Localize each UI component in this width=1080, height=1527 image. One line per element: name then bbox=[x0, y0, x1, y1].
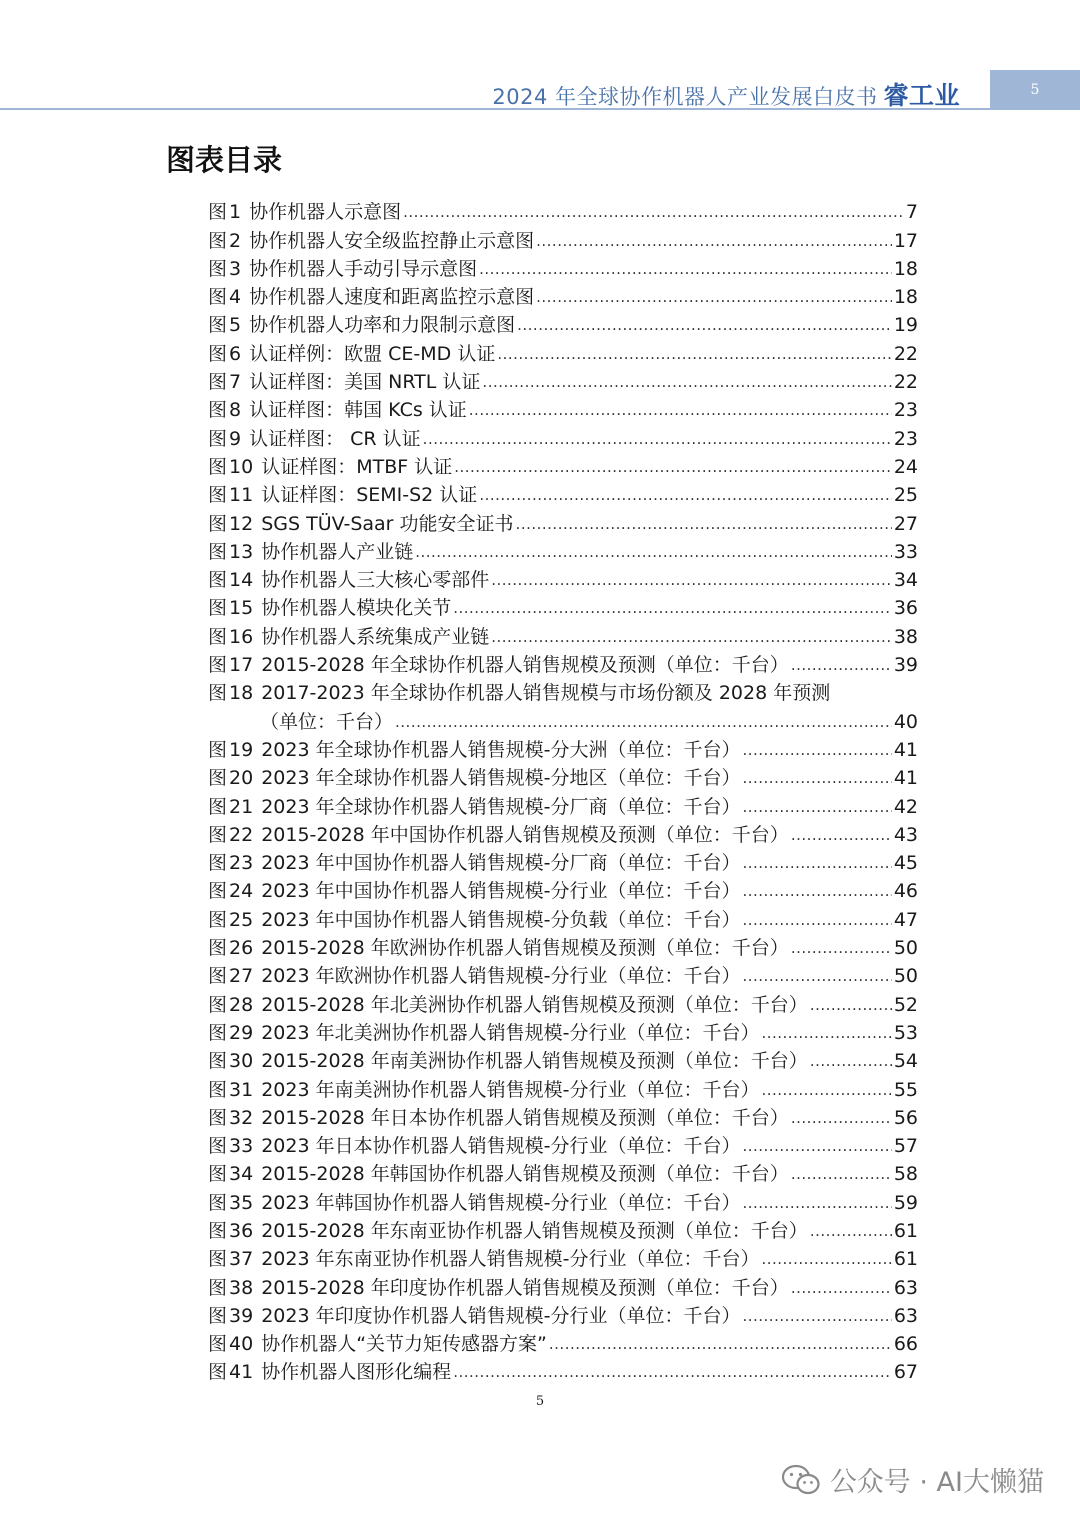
toc-entry-label: 图 bbox=[208, 1135, 228, 1158]
toc-entry[interactable] bbox=[208, 396, 918, 424]
toc-entry-text: 2023 年印度协作机器人销售规模-分行业（单位：千台） bbox=[261, 1304, 741, 1327]
toc-entry-label: 图 bbox=[208, 625, 228, 648]
toc-leader-dots bbox=[742, 849, 891, 877]
toc-entry-number: 15 bbox=[229, 597, 254, 620]
toc-entry-text: 协作机器人系统集成产业链 bbox=[261, 625, 490, 648]
toc-entry-label: 图 bbox=[208, 1361, 228, 1384]
toc-leader-dots bbox=[761, 1076, 891, 1104]
toc-list bbox=[208, 198, 918, 1386]
toc-entry-label: 图 bbox=[208, 257, 228, 280]
toc-entry-text: SGS TÜV-Saar 功能安全证书 bbox=[261, 512, 514, 535]
toc-entry-label: 图 bbox=[208, 201, 228, 224]
toc-entry-number: 5 bbox=[229, 314, 242, 337]
toc-entry-page: 24 bbox=[893, 455, 918, 478]
toc-leader-dots bbox=[742, 962, 891, 990]
toc-entry-text: 认证样图：美国 NRTL 认证 bbox=[249, 371, 481, 394]
toc-entry-page: 47 bbox=[893, 908, 918, 931]
toc-entry[interactable] bbox=[208, 1047, 918, 1075]
toc-entry-label: 图 bbox=[208, 1021, 228, 1044]
toc-entry-number: 29 bbox=[229, 1021, 254, 1044]
toc-entry-label: 图 bbox=[208, 993, 228, 1016]
toc-entry-page: 18 bbox=[893, 286, 918, 309]
toc-entry[interactable] bbox=[208, 368, 918, 396]
toc-entry-text: 2015-2028 年南美洲协作机器人销售规模及预测（单位：千台） bbox=[261, 1050, 808, 1073]
toc-leader-dots bbox=[791, 651, 892, 679]
toc-entry-label: 图 bbox=[208, 569, 228, 592]
toc-entry-page: 59 bbox=[893, 1191, 918, 1214]
toc-entry-page: 61 bbox=[893, 1248, 918, 1271]
toc-entry-page: 54 bbox=[893, 1050, 918, 1073]
toc-entry-page: 22 bbox=[893, 371, 918, 394]
toc-entry-text: 认证样图： CR 认证 bbox=[249, 427, 421, 450]
toc-entry-number: 39 bbox=[229, 1304, 254, 1327]
toc-entry[interactable] bbox=[208, 905, 918, 933]
toc-entry-page: 41 bbox=[893, 767, 918, 790]
toc-entry-text: 2015-2028 年北美洲协作机器人销售规模及预测（单位：千台） bbox=[261, 993, 808, 1016]
toc-leader-dots bbox=[791, 821, 892, 849]
toc-entry-page: 33 bbox=[893, 540, 918, 563]
toc-entry-page: 40 bbox=[893, 710, 918, 733]
toc-entry-number: 22 bbox=[229, 823, 254, 846]
toc-entry-number: 30 bbox=[229, 1050, 254, 1073]
toc-entry[interactable] bbox=[208, 339, 918, 367]
toc-entry[interactable] bbox=[208, 707, 918, 735]
toc-entry[interactable] bbox=[208, 1019, 918, 1047]
toc-entry-page: 50 bbox=[893, 965, 918, 988]
toc-entry[interactable] bbox=[208, 453, 918, 481]
toc-entry[interactable] bbox=[208, 792, 918, 820]
toc-entry-page: 45 bbox=[893, 852, 918, 875]
toc-entry-number: 23 bbox=[229, 852, 254, 875]
toc-entry-number: 2 bbox=[229, 229, 242, 252]
toc-entry-number: 6 bbox=[229, 342, 242, 365]
toc-entry-text: 协作机器人模块化关节 bbox=[261, 597, 452, 620]
toc-entry-label: 图 bbox=[208, 880, 228, 903]
watermark-text: 公众号 · AI大懒猫 bbox=[829, 1467, 1044, 1498]
toc-entry-label: 图 bbox=[208, 1050, 228, 1073]
toc-entry-number: 3 bbox=[229, 257, 242, 280]
toc-entry-label: 图 bbox=[208, 937, 228, 960]
toc-entry-number: 10 bbox=[229, 455, 254, 478]
toc-entry-label: 图 bbox=[208, 908, 228, 931]
toc-leader-dots bbox=[742, 877, 891, 905]
toc-entry-number: 11 bbox=[229, 484, 254, 507]
toc-leader-dots bbox=[482, 368, 891, 396]
toc-entry-text: 2015-2028 年欧洲协作机器人销售规模及预测（单位：千台） bbox=[261, 937, 789, 960]
toc-entry[interactable] bbox=[208, 226, 918, 254]
toc-entry-label: 图 bbox=[208, 654, 228, 677]
toc-entry-number: 17 bbox=[229, 654, 254, 677]
toc-leader-dots bbox=[403, 198, 904, 226]
toc-entry-label: 图 bbox=[208, 1163, 228, 1186]
toc-entry-number: 26 bbox=[229, 937, 254, 960]
toc-entry-label: 图 bbox=[208, 767, 228, 790]
toc-leader-dots bbox=[791, 1160, 892, 1188]
toc-leader-dots bbox=[536, 283, 892, 311]
toc-entry-page: 63 bbox=[893, 1304, 918, 1327]
toc-entry-number: 9 bbox=[229, 427, 242, 450]
toc-entry-number: 36 bbox=[229, 1219, 254, 1242]
toc-leader-dots bbox=[761, 1019, 891, 1047]
toc-entry[interactable] bbox=[208, 198, 918, 226]
toc-entry[interactable] bbox=[208, 1302, 918, 1330]
toc-entry-text: 2015-2028 年韩国协作机器人销售规模及预测（单位：千台） bbox=[261, 1163, 789, 1186]
toc-leader-dots bbox=[742, 1189, 891, 1217]
toc-entry-text: 协作机器人产业链 bbox=[261, 540, 414, 563]
toc-entry[interactable] bbox=[208, 934, 918, 962]
toc-entry[interactable] bbox=[208, 1160, 918, 1188]
toc-entry-label: 图 bbox=[208, 1248, 228, 1271]
toc-entry[interactable] bbox=[208, 481, 918, 509]
toc-leader-dots bbox=[491, 623, 892, 651]
toc-entry[interactable] bbox=[208, 679, 918, 707]
toc-leader-dots bbox=[454, 453, 892, 481]
toc-entry-label: 图 bbox=[208, 1219, 228, 1242]
toc-entry-page: 57 bbox=[893, 1135, 918, 1158]
toc-entry-page: 50 bbox=[893, 937, 918, 960]
toc-entry-page: 56 bbox=[893, 1106, 918, 1129]
toc-entry-number: 34 bbox=[229, 1163, 254, 1186]
toc-entry-label: 图 bbox=[208, 1276, 228, 1299]
toc-entry[interactable] bbox=[208, 1245, 918, 1273]
toc-entry-number: 31 bbox=[229, 1078, 254, 1101]
toc-entry-text: 2023 年韩国协作机器人销售规模-分行业（单位：千台） bbox=[261, 1191, 741, 1214]
toc-entry-text: 协作机器人功率和力限制示意图 bbox=[249, 314, 516, 337]
toc-entry-label: 图 bbox=[208, 1333, 228, 1356]
toc-entry[interactable] bbox=[208, 990, 918, 1018]
toc-leader-dots bbox=[742, 736, 891, 764]
toc-entry-label: 图 bbox=[208, 455, 228, 478]
toc-leader-dots bbox=[761, 1245, 891, 1273]
toc-title: 图表目录 bbox=[166, 143, 283, 177]
toc-leader-dots bbox=[453, 1358, 892, 1386]
toc-entry[interactable] bbox=[208, 877, 918, 905]
toc-entry[interactable] bbox=[208, 651, 918, 679]
toc-entry-page: 41 bbox=[893, 738, 918, 761]
toc-entry-text: 2015-2028 年日本协作机器人销售规模及预测（单位：千台） bbox=[261, 1106, 789, 1129]
toc-leader-dots bbox=[423, 425, 892, 453]
toc-entry-page: 22 bbox=[893, 342, 918, 365]
toc-entry-label: 图 bbox=[208, 1106, 228, 1129]
toc-entry-text: 2015-2028 年全球协作机器人销售规模及预测（单位：千台） bbox=[261, 654, 789, 677]
toc-leader-dots bbox=[479, 255, 892, 283]
toc-entry-number: 27 bbox=[229, 965, 254, 988]
toc-entry-label: 图 bbox=[208, 1304, 228, 1327]
toc-entry-page: 63 bbox=[893, 1276, 918, 1299]
toc-entry-text: 2015-2028 年东南亚协作机器人销售规模及预测（单位：千台） bbox=[261, 1219, 808, 1242]
toc-entry-number: 1 bbox=[229, 201, 242, 224]
toc-entry-label: 图 bbox=[208, 399, 228, 422]
toc-leader-dots bbox=[497, 340, 891, 368]
toc-leader-dots bbox=[395, 708, 892, 736]
toc-leader-dots bbox=[810, 991, 892, 1019]
toc-leader-dots bbox=[536, 227, 892, 255]
toc-entry[interactable] bbox=[208, 1075, 918, 1103]
toc-leader-dots bbox=[791, 1104, 892, 1132]
toc-entry-number: 16 bbox=[229, 625, 254, 648]
toc-entry-page: 52 bbox=[893, 993, 918, 1016]
toc-entry-number: 8 bbox=[229, 399, 242, 422]
toc-entry-page: 25 bbox=[893, 484, 918, 507]
toc-entry-label: 图 bbox=[208, 795, 228, 818]
brand-logo-text: 睿工业 bbox=[883, 81, 960, 110]
toc-entry-page: 23 bbox=[893, 399, 918, 422]
toc-entry-number: 35 bbox=[229, 1191, 254, 1214]
wechat-icon bbox=[782, 1464, 820, 1496]
toc-entry-label: 图 bbox=[208, 1191, 228, 1214]
toc-entry-text: 2023 年全球协作机器人销售规模-分大洲（单位：千台） bbox=[261, 738, 741, 761]
toc-leader-dots bbox=[549, 1330, 892, 1358]
toc-entry-page: 39 bbox=[893, 654, 918, 677]
toc-entry-number: 7 bbox=[229, 371, 242, 394]
toc-entry-text: 2023 年中国协作机器人销售规模-分行业（单位：千台） bbox=[261, 880, 741, 903]
toc-entry[interactable] bbox=[208, 594, 918, 622]
watermark bbox=[782, 1460, 1044, 1499]
toc-entry-number: 24 bbox=[229, 880, 254, 903]
toc-entry-page: 23 bbox=[893, 427, 918, 450]
toc-leader-dots bbox=[810, 1217, 892, 1245]
toc-entry-number: 33 bbox=[229, 1135, 254, 1158]
toc-entry-page: 19 bbox=[893, 314, 918, 337]
toc-entry-label: 图 bbox=[208, 738, 228, 761]
toc-entry[interactable] bbox=[208, 1330, 918, 1358]
toc-entry-label: 图 bbox=[208, 229, 228, 252]
toc-entry-label: 图 bbox=[208, 823, 228, 846]
toc-entry[interactable] bbox=[208, 1132, 918, 1160]
toc-entry-text: 2023 年日本协作机器人销售规模-分行业（单位：千台） bbox=[261, 1135, 741, 1158]
toc-entry-text: 协作机器人图形化编程 bbox=[261, 1361, 452, 1384]
toc-entry-number: 4 bbox=[229, 286, 242, 309]
toc-entry-text: 认证样图：SEMI-S2 认证 bbox=[261, 484, 478, 507]
toc-entry-page: 42 bbox=[893, 795, 918, 818]
toc-entry-page: 34 bbox=[893, 569, 918, 592]
toc-entry-page: 55 bbox=[893, 1078, 918, 1101]
toc-leader-dots bbox=[516, 510, 892, 538]
toc-entry[interactable] bbox=[208, 849, 918, 877]
toc-leader-dots bbox=[415, 538, 892, 566]
toc-entry-number: 37 bbox=[229, 1248, 254, 1271]
toc-entry-label: 图 bbox=[208, 314, 228, 337]
toc-leader-dots bbox=[742, 1132, 891, 1160]
page-number: 5 bbox=[535, 1394, 545, 1409]
toc-entry-label: 图 bbox=[208, 371, 228, 394]
toc-entry-label: 图 bbox=[208, 286, 228, 309]
toc-entry-number: 40 bbox=[229, 1333, 254, 1356]
toc-entry-label: 图 bbox=[208, 512, 228, 535]
toc-entry-label: 图 bbox=[208, 852, 228, 875]
toc-entry-number: 20 bbox=[229, 767, 254, 790]
toc-entry-page: 7 bbox=[905, 201, 918, 224]
toc-entry-text: 协作机器人“关节力矩传感器方案” bbox=[261, 1333, 547, 1356]
toc-leader-dots bbox=[517, 311, 892, 339]
toc-entry[interactable] bbox=[208, 622, 918, 650]
toc-entry-text: 2023 年中国协作机器人销售规模-分厂商（单位：千台） bbox=[261, 852, 741, 875]
toc-leader-dots bbox=[791, 1274, 892, 1302]
toc-entry-text: 2015-2028 年中国协作机器人销售规模及预测（单位：千台） bbox=[261, 823, 789, 846]
toc-entry-text: （单位：千台） bbox=[260, 710, 394, 733]
toc-entry-page: 46 bbox=[893, 880, 918, 903]
toc-entry-page: 36 bbox=[893, 597, 918, 620]
toc-leader-dots bbox=[453, 594, 892, 622]
toc-entry-page: 17 bbox=[893, 229, 918, 252]
toc-entry[interactable] bbox=[208, 1188, 918, 1216]
toc-entry-text: 2023 年东南亚协作机器人销售规模-分行业（单位：千台） bbox=[261, 1248, 760, 1271]
toc-entry-number: 38 bbox=[229, 1276, 254, 1299]
toc-entry-page: 53 bbox=[893, 1021, 918, 1044]
toc-entry[interactable] bbox=[208, 283, 918, 311]
header-title bbox=[492, 76, 960, 112]
toc-leader-dots bbox=[491, 566, 892, 594]
toc-entry-label: 图 bbox=[208, 1078, 228, 1101]
document-title: 2024 年全球协作机器人产业发展白皮书 bbox=[492, 85, 878, 109]
toc-entry[interactable] bbox=[208, 764, 918, 792]
header-page-tab: 5 bbox=[990, 70, 1080, 110]
toc-entry-number: 25 bbox=[229, 908, 254, 931]
toc-entry[interactable] bbox=[208, 566, 918, 594]
toc-entry-label: 图 bbox=[208, 484, 228, 507]
toc-entry[interactable] bbox=[208, 311, 918, 339]
toc-entry-page: 43 bbox=[893, 823, 918, 846]
toc-entry-number: 21 bbox=[229, 795, 254, 818]
toc-entry[interactable] bbox=[208, 1217, 918, 1245]
toc-entry-label: 图 bbox=[208, 427, 228, 450]
toc-entry[interactable] bbox=[208, 1358, 918, 1386]
toc-entry-text: 2023 年南美洲协作机器人销售规模-分行业（单位：千台） bbox=[261, 1078, 760, 1101]
toc-entry[interactable] bbox=[208, 1273, 918, 1301]
toc-entry-label: 图 bbox=[208, 597, 228, 620]
toc-entry-text: 2023 年全球协作机器人销售规模-分厂商（单位：千台） bbox=[261, 795, 741, 818]
toc-entry-text: 协作机器人速度和距离监控示意图 bbox=[249, 286, 535, 309]
toc-leader-dots bbox=[742, 1302, 891, 1330]
toc-entry-text: 认证样例：欧盟 CE-MD 认证 bbox=[249, 342, 496, 365]
toc-entry[interactable] bbox=[208, 736, 918, 764]
toc-entry-label: 图 bbox=[208, 965, 228, 988]
toc-leader-dots bbox=[791, 934, 892, 962]
toc-entry-page: 61 bbox=[893, 1219, 918, 1242]
toc-entry[interactable] bbox=[208, 509, 918, 537]
toc-entry[interactable] bbox=[208, 821, 918, 849]
toc-entry-number: 13 bbox=[229, 540, 254, 563]
toc-entry-page: 67 bbox=[893, 1361, 918, 1384]
toc-leader-dots bbox=[810, 1047, 892, 1075]
toc-entry-text: 协作机器人手动引导示意图 bbox=[249, 257, 478, 280]
toc-entry-number: 19 bbox=[229, 738, 254, 761]
toc-leader-dots bbox=[742, 793, 891, 821]
toc-entry-label: 图 bbox=[208, 342, 228, 365]
toc-entry[interactable] bbox=[208, 962, 918, 990]
toc-leader-dots bbox=[479, 481, 892, 509]
toc-entry[interactable] bbox=[208, 1104, 918, 1132]
toc-entry-page: 27 bbox=[893, 512, 918, 535]
toc-entry-number: 14 bbox=[229, 569, 254, 592]
toc-entry-number: 41 bbox=[229, 1361, 254, 1384]
toc-entry-page: 66 bbox=[893, 1333, 918, 1356]
toc-entry-page: 58 bbox=[893, 1163, 918, 1186]
toc-leader-dots bbox=[742, 906, 891, 934]
toc-entry-page: 38 bbox=[893, 625, 918, 648]
toc-entry-text: 2023 年中国协作机器人销售规模-分负载（单位：千台） bbox=[261, 908, 741, 931]
toc-entry-text: 协作机器人示意图 bbox=[249, 201, 402, 224]
toc-entry-text: 协作机器人三大核心零部件 bbox=[261, 569, 490, 592]
toc-entry[interactable] bbox=[208, 255, 918, 283]
toc-entry-number: 32 bbox=[229, 1106, 254, 1129]
toc-entry-text: 认证样图：韩国 KCs 认证 bbox=[249, 399, 467, 422]
toc-entry-text: 2015-2028 年印度协作机器人销售规模及预测（单位：千台） bbox=[261, 1276, 789, 1299]
toc-entry-label: 图 bbox=[208, 540, 228, 563]
toc-entry-label: 图 bbox=[208, 682, 228, 705]
toc-entry-number: 18 bbox=[229, 682, 254, 705]
toc-entry-number: 28 bbox=[229, 993, 254, 1016]
toc-entry-text: 2023 年欧洲协作机器人销售规模-分行业（单位：千台） bbox=[261, 965, 741, 988]
toc-leader-dots bbox=[469, 396, 892, 424]
toc-entry-text: 2023 年全球协作机器人销售规模-分地区（单位：千台） bbox=[261, 767, 741, 790]
toc-entry-text: 协作机器人安全级监控静止示意图 bbox=[249, 229, 535, 252]
toc-entry[interactable] bbox=[208, 538, 918, 566]
toc-leader-dots bbox=[742, 764, 891, 792]
toc-entry-number: 12 bbox=[229, 512, 254, 535]
toc-entry-text: 2017-2023 年全球协作机器人销售规模与市场份额及 2028 年预测 bbox=[261, 682, 831, 705]
toc-entry-page: 18 bbox=[893, 257, 918, 280]
toc-entry[interactable] bbox=[208, 424, 918, 452]
toc-entry-text: 认证样图：MTBF 认证 bbox=[261, 455, 453, 478]
toc-entry-text: 2023 年北美洲协作机器人销售规模-分行业（单位：千台） bbox=[261, 1021, 760, 1044]
